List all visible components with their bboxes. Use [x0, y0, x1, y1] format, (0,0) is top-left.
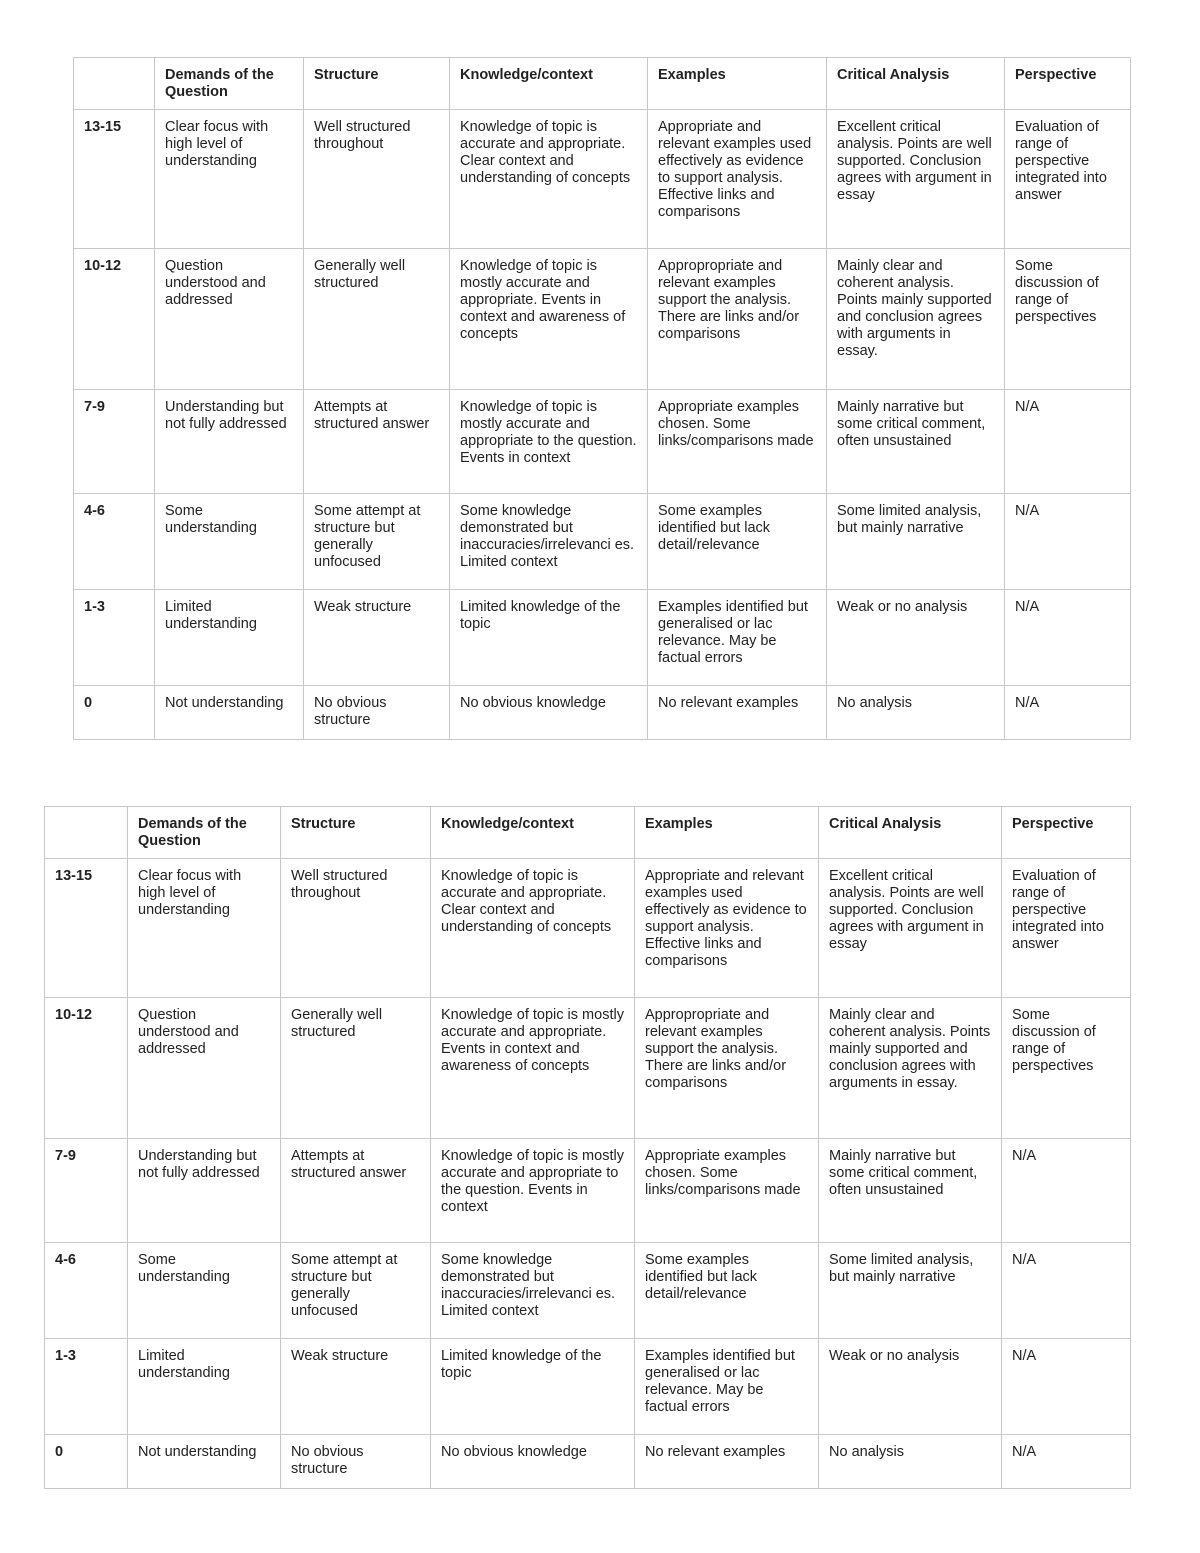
cell-critical-analysis: Weak or no analysis — [819, 1339, 1002, 1435]
cell-examples: Appropropriate and relevant examples support the analysis. There are links and/or comparisons — [635, 998, 819, 1139]
cell-knowledge: Knowledge of topic is mostly accurate and appropriate. Events in context and awareness of concepts — [450, 249, 648, 390]
cell-demands: Question understood and addressed — [155, 249, 304, 390]
mark-band: 7-9 — [45, 1139, 128, 1243]
cell-examples: No relevant examples — [635, 1435, 819, 1489]
cell-demands: Question understood and addressed — [128, 998, 281, 1139]
cell-demands: Not understanding — [155, 686, 304, 740]
cell-knowledge: Knowledge of topic is accurate and appropriate. Clear context and understanding of concepts — [450, 110, 648, 249]
table-row — [74, 590, 1131, 686]
cell-knowledge: Knowledge of topic is mostly accurate and appropriate to the question. Events in context — [431, 1139, 635, 1243]
cell-critical-analysis: Mainly narrative but some critical comment, often unsustained — [819, 1139, 1002, 1243]
cell-structure: Weak structure — [304, 590, 450, 686]
mark-band: 13-15 — [74, 110, 155, 249]
mark-band: 10-12 — [45, 998, 128, 1139]
header-band — [45, 807, 128, 859]
cell-structure: No obvious structure — [281, 1435, 431, 1489]
header-examples: Examples — [635, 807, 819, 859]
rubric-table — [73, 57, 1131, 740]
cell-knowledge: Some knowledge demonstrated but inaccuracies/irrelevanci es. Limited context — [431, 1243, 635, 1339]
mark-band: 7-9 — [74, 390, 155, 494]
cell-structure: Weak structure — [281, 1339, 431, 1435]
cell-critical-analysis: No analysis — [819, 1435, 1002, 1489]
cell-critical-analysis: Some limited analysis, but mainly narrative — [819, 1243, 1002, 1339]
cell-structure: Generally well structured — [281, 998, 431, 1139]
cell-perspective: Evaluation of range of perspective integrated into answer — [1002, 859, 1131, 998]
cell-examples: Some examples identified but lack detail/relevance — [648, 494, 827, 590]
table-row — [74, 249, 1131, 390]
cell-structure: Well structured throughout — [304, 110, 450, 249]
cell-demands: Understanding but not fully addressed — [128, 1139, 281, 1243]
cell-perspective: N/A — [1005, 686, 1131, 740]
cell-perspective: N/A — [1005, 494, 1131, 590]
table-row — [45, 1435, 1131, 1489]
cell-perspective: N/A — [1002, 1243, 1131, 1339]
table-row — [74, 110, 1131, 249]
header-row — [45, 807, 1131, 859]
cell-critical-analysis: Weak or no analysis — [827, 590, 1005, 686]
cell-examples: Some examples identified but lack detail/relevance — [635, 1243, 819, 1339]
table-row — [45, 1139, 1131, 1243]
cell-examples: No relevant examples — [648, 686, 827, 740]
cell-structure: Well structured throughout — [281, 859, 431, 998]
cell-knowledge: No obvious knowledge — [450, 686, 648, 740]
mark-band: 0 — [74, 686, 155, 740]
mark-band: 1-3 — [45, 1339, 128, 1435]
header-demands: Demands of the Question — [128, 807, 281, 859]
cell-examples: Examples identified but generalised or lac relevance. May be factual errors — [635, 1339, 819, 1435]
mark-band: 4-6 — [45, 1243, 128, 1339]
cell-knowledge: Knowledge of topic is accurate and appropriate. Clear context and understanding of concepts — [431, 859, 635, 998]
cell-critical-analysis: No analysis — [827, 686, 1005, 740]
cell-examples: Appropropriate and relevant examples support the analysis. There are links and/or comparisons — [648, 249, 827, 390]
mark-band: 13-15 — [45, 859, 128, 998]
cell-demands: Not understanding — [128, 1435, 281, 1489]
cell-perspective: N/A — [1002, 1435, 1131, 1489]
cell-demands: Clear focus with high level of understanding — [128, 859, 281, 998]
table-row — [74, 686, 1131, 740]
table-row — [74, 494, 1131, 590]
header-perspective: Perspective — [1002, 807, 1131, 859]
header-examples: Examples — [648, 58, 827, 110]
table-row — [45, 998, 1131, 1139]
cell-structure: Generally well structured — [304, 249, 450, 390]
header-structure: Structure — [281, 807, 431, 859]
cell-knowledge: Knowledge of topic is mostly accurate and appropriate to the question. Events in context — [450, 390, 648, 494]
mark-band: 1-3 — [74, 590, 155, 686]
cell-critical-analysis: Mainly clear and coherent analysis. Points mainly supported and conclusion agrees with arguments in essay. — [819, 998, 1002, 1139]
cell-demands: Limited understanding — [128, 1339, 281, 1435]
header-critical-analysis: Critical Analysis — [827, 58, 1005, 110]
mark-band: 4-6 — [74, 494, 155, 590]
cell-demands: Understanding but not fully addressed — [155, 390, 304, 494]
header-knowledge: Knowledge/context — [431, 807, 635, 859]
cell-knowledge: Limited knowledge of the topic — [450, 590, 648, 686]
cell-structure: No obvious structure — [304, 686, 450, 740]
header-row — [74, 58, 1131, 110]
header-demands: Demands of the Question — [155, 58, 304, 110]
table-row — [45, 1339, 1131, 1435]
cell-knowledge: Limited knowledge of the topic — [431, 1339, 635, 1435]
cell-knowledge: No obvious knowledge — [431, 1435, 635, 1489]
cell-critical-analysis: Mainly clear and coherent analysis. Points mainly supported and conclusion agrees with arguments in essay. — [827, 249, 1005, 390]
cell-examples: Appropriate examples chosen. Some links/comparisons made — [648, 390, 827, 494]
cell-demands: Clear focus with high level of understanding — [155, 110, 304, 249]
cell-structure: Attempts at structured answer — [281, 1139, 431, 1243]
cell-demands: Some understanding — [155, 494, 304, 590]
cell-structure: Attempts at structured answer — [304, 390, 450, 494]
cell-perspective: N/A — [1002, 1139, 1131, 1243]
cell-critical-analysis: Mainly narrative but some critical comment, often unsustained — [827, 390, 1005, 494]
cell-structure: Some attempt at structure but generally unfocused — [304, 494, 450, 590]
cell-examples: Appropriate and relevant examples used effectively as evidence to support analysis. Effective links and comparisons — [635, 859, 819, 998]
cell-knowledge: Some knowledge demonstrated but inaccuracies/irrelevanci es. Limited context — [450, 494, 648, 590]
mark-band: 0 — [45, 1435, 128, 1489]
cell-demands: Limited understanding — [155, 590, 304, 686]
table-row — [45, 1243, 1131, 1339]
cell-perspective: Some discussion of range of perspectives — [1002, 998, 1131, 1139]
cell-examples: Appropriate examples chosen. Some links/comparisons made — [635, 1139, 819, 1243]
cell-perspective: Evaluation of range of perspective integrated into answer — [1005, 110, 1131, 249]
cell-perspective: N/A — [1005, 390, 1131, 494]
mark-band: 10-12 — [74, 249, 155, 390]
cell-demands: Some understanding — [128, 1243, 281, 1339]
cell-perspective: Some discussion of range of perspectives — [1005, 249, 1131, 390]
cell-examples: Examples identified but generalised or lac relevance. May be factual errors — [648, 590, 827, 686]
header-structure: Structure — [304, 58, 450, 110]
header-knowledge: Knowledge/context — [450, 58, 648, 110]
cell-perspective: N/A — [1005, 590, 1131, 686]
cell-perspective: N/A — [1002, 1339, 1131, 1435]
table-row — [45, 859, 1131, 998]
table-row — [74, 390, 1131, 494]
rubric-table — [44, 806, 1131, 1489]
cell-examples: Appropriate and relevant examples used effectively as evidence to support analysis. Effective links and comparisons — [648, 110, 827, 249]
header-perspective: Perspective — [1005, 58, 1131, 110]
header-band — [74, 58, 155, 110]
cell-critical-analysis: Excellent critical analysis. Points are well supported. Conclusion agrees with argument in essay — [819, 859, 1002, 998]
cell-critical-analysis: Some limited analysis, but mainly narrative — [827, 494, 1005, 590]
cell-critical-analysis: Excellent critical analysis. Points are well supported. Conclusion agrees with argument in essay — [827, 110, 1005, 249]
cell-structure: Some attempt at structure but generally unfocused — [281, 1243, 431, 1339]
cell-knowledge: Knowledge of topic is mostly accurate and appropriate. Events in context and awareness of concepts — [431, 998, 635, 1139]
header-critical-analysis: Critical Analysis — [819, 807, 1002, 859]
